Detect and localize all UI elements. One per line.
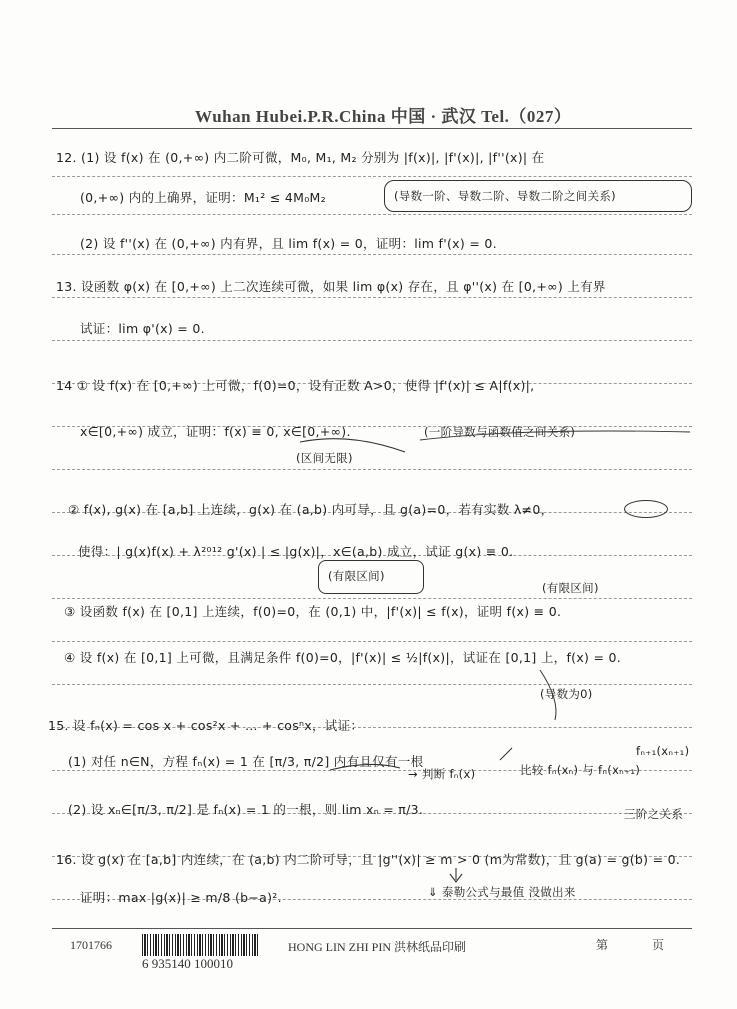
problem-12-part1-line2: (0,+∞) 内的上确界，证明：M₁² ≤ 4M₀M₂ (80, 190, 326, 205)
margin-note-compare: 比较 fₙ(xₙ) 与 fₙ(xₙ₊₁) (520, 763, 641, 777)
margin-note-taylor: ⇓ 泰勒公式与最值 没做出来 (428, 885, 576, 899)
margin-note-first-derivative: (一阶导数与函数值之间关系) (424, 425, 576, 439)
page-label: 第 (596, 938, 609, 952)
margin-note-third-order: 三阶之关系 (624, 807, 683, 821)
margin-note-finite-interval-2: (有限区间) (542, 581, 599, 595)
problem-14-3: ③ 设函数 f(x) 在 [0,1] 上连续，f(0)=0，在 (0,1) 中，|f'(x)| ≤ f(x)，证明 f(x) ≡ 0. (64, 604, 562, 619)
problem-13-line1: 13. 设函数 φ(x) 在 [0,+∞) 上二次连续可微，如果 lim φ(x) 存在，且 φ''(x) 在 [0,+∞) 上有界 (56, 279, 606, 294)
problem-14-1-line1: 14 ① 设 f(x) 在 [0,+∞) 上可微，f(0)=0，设有正数 A>0，使得 |f'(x)| ≤ A|f(x)|, (56, 378, 535, 393)
barcode-icon (142, 934, 260, 956)
margin-note-judge: → 判断 fₙ(x) (408, 767, 476, 781)
margin-note-derivative-relations: (导数一阶、导数二阶、导数二阶之间关系) (394, 189, 616, 203)
margin-note-finite-interval: (有限区间) (328, 569, 385, 583)
problem-13-line2: 试证：lim φ'(x) = 0. (80, 321, 205, 336)
margin-note-fn1: fₙ₊₁(xₙ₊₁) (636, 744, 690, 758)
problem-15-part1: (1) 对任 n∈N，方程 fₙ(x) = 1 在 [π/3, π/2] 内有且仅有一根 (68, 754, 424, 769)
margin-note-derivative-zero: (导数为0) (540, 687, 593, 701)
problem-16-line1: 16. 设 g(x) 在 [a,b] 内连续，在 (a,b) 内二阶可导，且 |g''(x)| ≥ m > 0 (m为常数)，且 g(a) = g(b) = 0. (56, 852, 681, 867)
problem-15-part2: (2) 设 xₙ∈[π/3, π/2] 是 fₙ(x) = 1 的一根，则 lim xₙ = π/3. (68, 802, 424, 817)
barcode-number: 6 935140 100010 (142, 956, 233, 971)
problem-15-stem: 15. 设 fₙ(x) = cos x + cos²x + … + cosⁿx，试证： (48, 718, 364, 733)
problem-14-1-line2: x∈[0,+∞) 成立，证明：f(x) ≡ 0, x∈[0,+∞). (80, 424, 351, 439)
problem-12-part2: (2) 设 f''(x) 在 (0,+∞) 内有界，且 lim f(x) = 0，证明：lim f'(x) = 0. (80, 236, 497, 251)
footer-rule (52, 928, 692, 929)
footer-code: 1701766 (70, 938, 112, 952)
problem-14-4: ④ 设 f(x) 在 [0,1] 上可微，且满足条件 f(0)=0，|f'(x)| ≤ ½|f(x)|，试证在 [0,1] 上，f(x) = 0. (64, 650, 622, 665)
page-suffix: 页 (652, 938, 665, 952)
problem-16-line2: 证明：max |g(x)| ≥ m/8 (b−a)². (80, 890, 282, 905)
problem-12-part1-line1: 12. (1) 设 f(x) 在 (0,+∞) 内二阶可微，M₀, M₁, M₂ 分别为 |f(x)|, |f'(x)|, |f''(x)| 在 (56, 150, 545, 165)
page-header: Wuhan Hubei.P.R.China 中国 · 武汉 Tel.（027） (195, 107, 572, 126)
problem-14-2-line1: ② f(x), g(x) 在 [a,b] 上连续，g(x) 在 (a,b) 内可导，且 g(a)=0，若有实数 λ≠0， (68, 502, 554, 517)
margin-note-infinite-interval: (区间无限) (296, 451, 353, 465)
footer-brand: HONG LIN ZHI PIN 洪林纸品印刷 (288, 940, 466, 954)
problem-14-2-line2: 使得：| g(x)f(x) + λ²⁰¹² g'(x) | ≤ |g(x)|，x∈(a,b) 成立，试证 g(x) ≡ 0. (78, 544, 514, 559)
